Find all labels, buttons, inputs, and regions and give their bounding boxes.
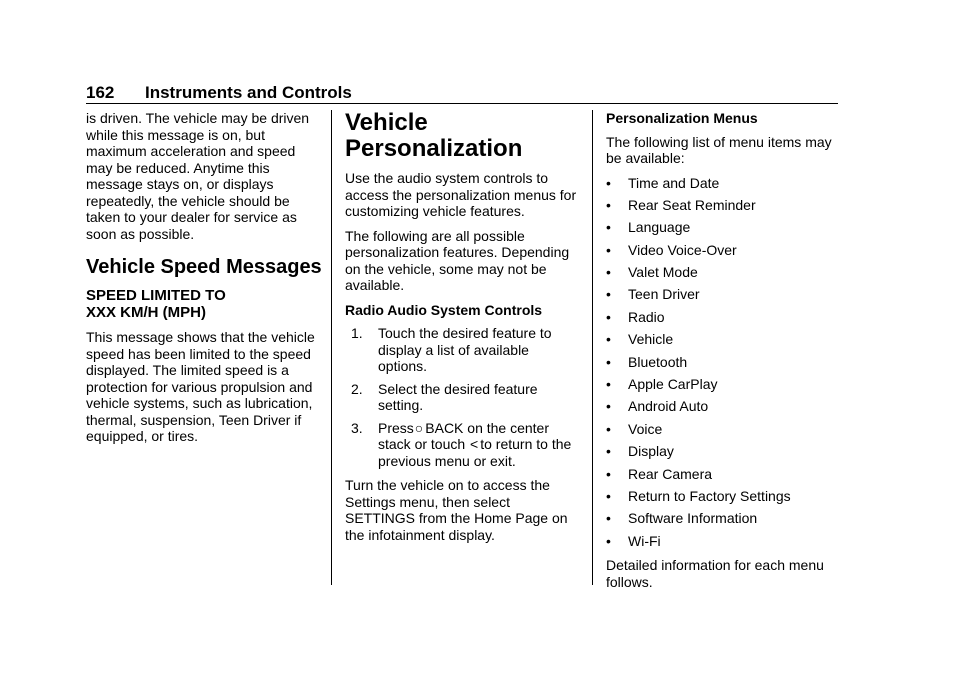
menus-intro: The following list of menu items may be available: <box>606 133 832 166</box>
menu-list-item <box>606 331 840 348</box>
step-number: 3. <box>351 419 363 436</box>
availability-paragraph: The following are all possible personalization features. Depending on the vehicle, some may not be available. <box>345 227 570 293</box>
bullet-icon: • <box>606 331 611 348</box>
menu-list-item <box>606 175 840 192</box>
menu-item-label: Teen Driver <box>628 286 700 303</box>
step-number: 1. <box>351 325 363 341</box>
menu-item-label: Language <box>628 219 691 236</box>
subsection-heading: Radio Audio System Controls <box>345 301 543 318</box>
back-icon: ○ <box>414 419 424 436</box>
menu-item-label: Software Information <box>628 510 758 527</box>
menu-list-item <box>606 376 840 393</box>
column-left <box>86 110 324 453</box>
page-number: 162 <box>86 83 115 102</box>
step-text-part2: BACK on the center stack or touch <box>378 419 550 452</box>
step-text-part3: to return to the previous menu or exit. <box>378 436 572 469</box>
step-item <box>345 420 577 470</box>
intro-paragraph: Use the audio system controls to access the personalization menus for customizing vehicle features. <box>345 170 577 219</box>
column-divider <box>331 110 332 585</box>
bullet-icon: • <box>606 532 611 549</box>
menus-heading: Personalization Menus <box>606 110 758 126</box>
page-header <box>86 83 838 105</box>
menu-item-label: Video Voice-Over <box>628 241 737 258</box>
column-divider <box>592 110 593 585</box>
menu-item-label: Valet Mode <box>628 264 698 281</box>
bullet-icon: • <box>606 465 611 482</box>
menu-item-label: Android Auto <box>628 398 709 415</box>
column-right <box>606 110 840 598</box>
step-list <box>345 325 577 469</box>
menu-list-item <box>606 219 840 236</box>
menu-item-label: Vehicle <box>628 331 674 348</box>
chapter-title <box>345 110 577 162</box>
bullet-icon: • <box>606 420 611 437</box>
menu-list-item <box>606 488 840 505</box>
chapter-title-line1: Vehicle <box>345 109 428 136</box>
step-item <box>345 381 577 414</box>
menu-list-item <box>606 443 840 460</box>
bullet-icon: • <box>606 286 611 303</box>
section-title: Instruments and Controls <box>145 83 352 102</box>
menu-list-item <box>606 242 840 259</box>
continued-paragraph: is driven. The vehicle may be driven while this message is on, but maximum acceleration and speed may be reduced. Anytime this message stays on, or displays repeatedly, the vehicle should be taken to your dealer for service as soon as possible. <box>86 110 310 242</box>
step-text: Select the desired feature setting. <box>378 380 538 413</box>
menu-item-label: Display <box>628 443 674 460</box>
bullet-icon: • <box>606 487 611 504</box>
bullet-icon: • <box>606 241 611 258</box>
step-item <box>345 325 577 375</box>
step-text: Touch the desired feature to display a list of available options. <box>378 325 552 374</box>
column-middle <box>345 110 577 551</box>
step-number: 2. <box>351 380 363 397</box>
bullet-icon: • <box>606 264 611 281</box>
settings-paragraph: Turn the vehicle on to access the Settings menu, then select SETTINGS from the Home Page on the infotainment display. <box>345 477 568 543</box>
menu-item-label: Wi-Fi <box>628 532 661 549</box>
menu-item-list <box>606 175 840 550</box>
menu-list-item <box>606 286 840 303</box>
menu-list-item <box>606 510 840 527</box>
bullet-icon: • <box>606 443 611 460</box>
bullet-icon: • <box>606 196 611 213</box>
message-description: This message shows that the vehicle speed has been limited to the speed displayed. The limited speed is a protection for various propulsion and vehicle systems, such as lubrication, thermal, suspension, Teen Driver if equipped, or tires. <box>86 329 315 444</box>
menu-item-label: Time and Date <box>628 174 720 191</box>
bullet-icon: • <box>606 308 611 325</box>
menu-list-item <box>606 309 840 326</box>
menu-list-item <box>606 533 840 550</box>
menu-list-item <box>606 421 840 438</box>
bullet-icon: • <box>606 376 611 393</box>
menu-item-label: Apple CarPlay <box>628 376 718 393</box>
menu-item-label: Bluetooth <box>628 353 688 370</box>
message-heading-line2: XXX KM/H (MPH) <box>86 304 206 321</box>
menu-list-item <box>606 354 840 371</box>
menu-item-label: Rear Camera <box>628 465 713 482</box>
chapter-title-line2: Personalization <box>345 135 523 162</box>
menu-item-label: Radio <box>628 308 665 325</box>
menu-list-item <box>606 398 840 415</box>
bullet-icon: • <box>606 219 611 236</box>
menus-closing: Detailed information for each menu follows. <box>606 557 824 590</box>
menu-list-item <box>606 466 840 483</box>
return-arrow-icon: < <box>470 436 479 452</box>
menu-list-item <box>606 197 840 214</box>
menu-list-item <box>606 264 840 281</box>
section-heading: Vehicle Speed Messages <box>86 256 322 278</box>
header-rule <box>86 103 838 104</box>
bullet-icon: • <box>606 510 611 527</box>
bullet-icon: • <box>606 353 611 370</box>
message-heading <box>86 287 324 321</box>
menu-item-label: Return to Factory Settings <box>628 487 791 504</box>
menu-item-label: Voice <box>628 420 663 437</box>
bullet-icon: • <box>606 398 611 415</box>
message-heading-line1: SPEED LIMITED TO <box>86 287 226 304</box>
bullet-icon: • <box>606 174 611 191</box>
menu-item-label: Rear Seat Reminder <box>628 196 756 213</box>
step-text-part1: Press <box>378 419 414 436</box>
